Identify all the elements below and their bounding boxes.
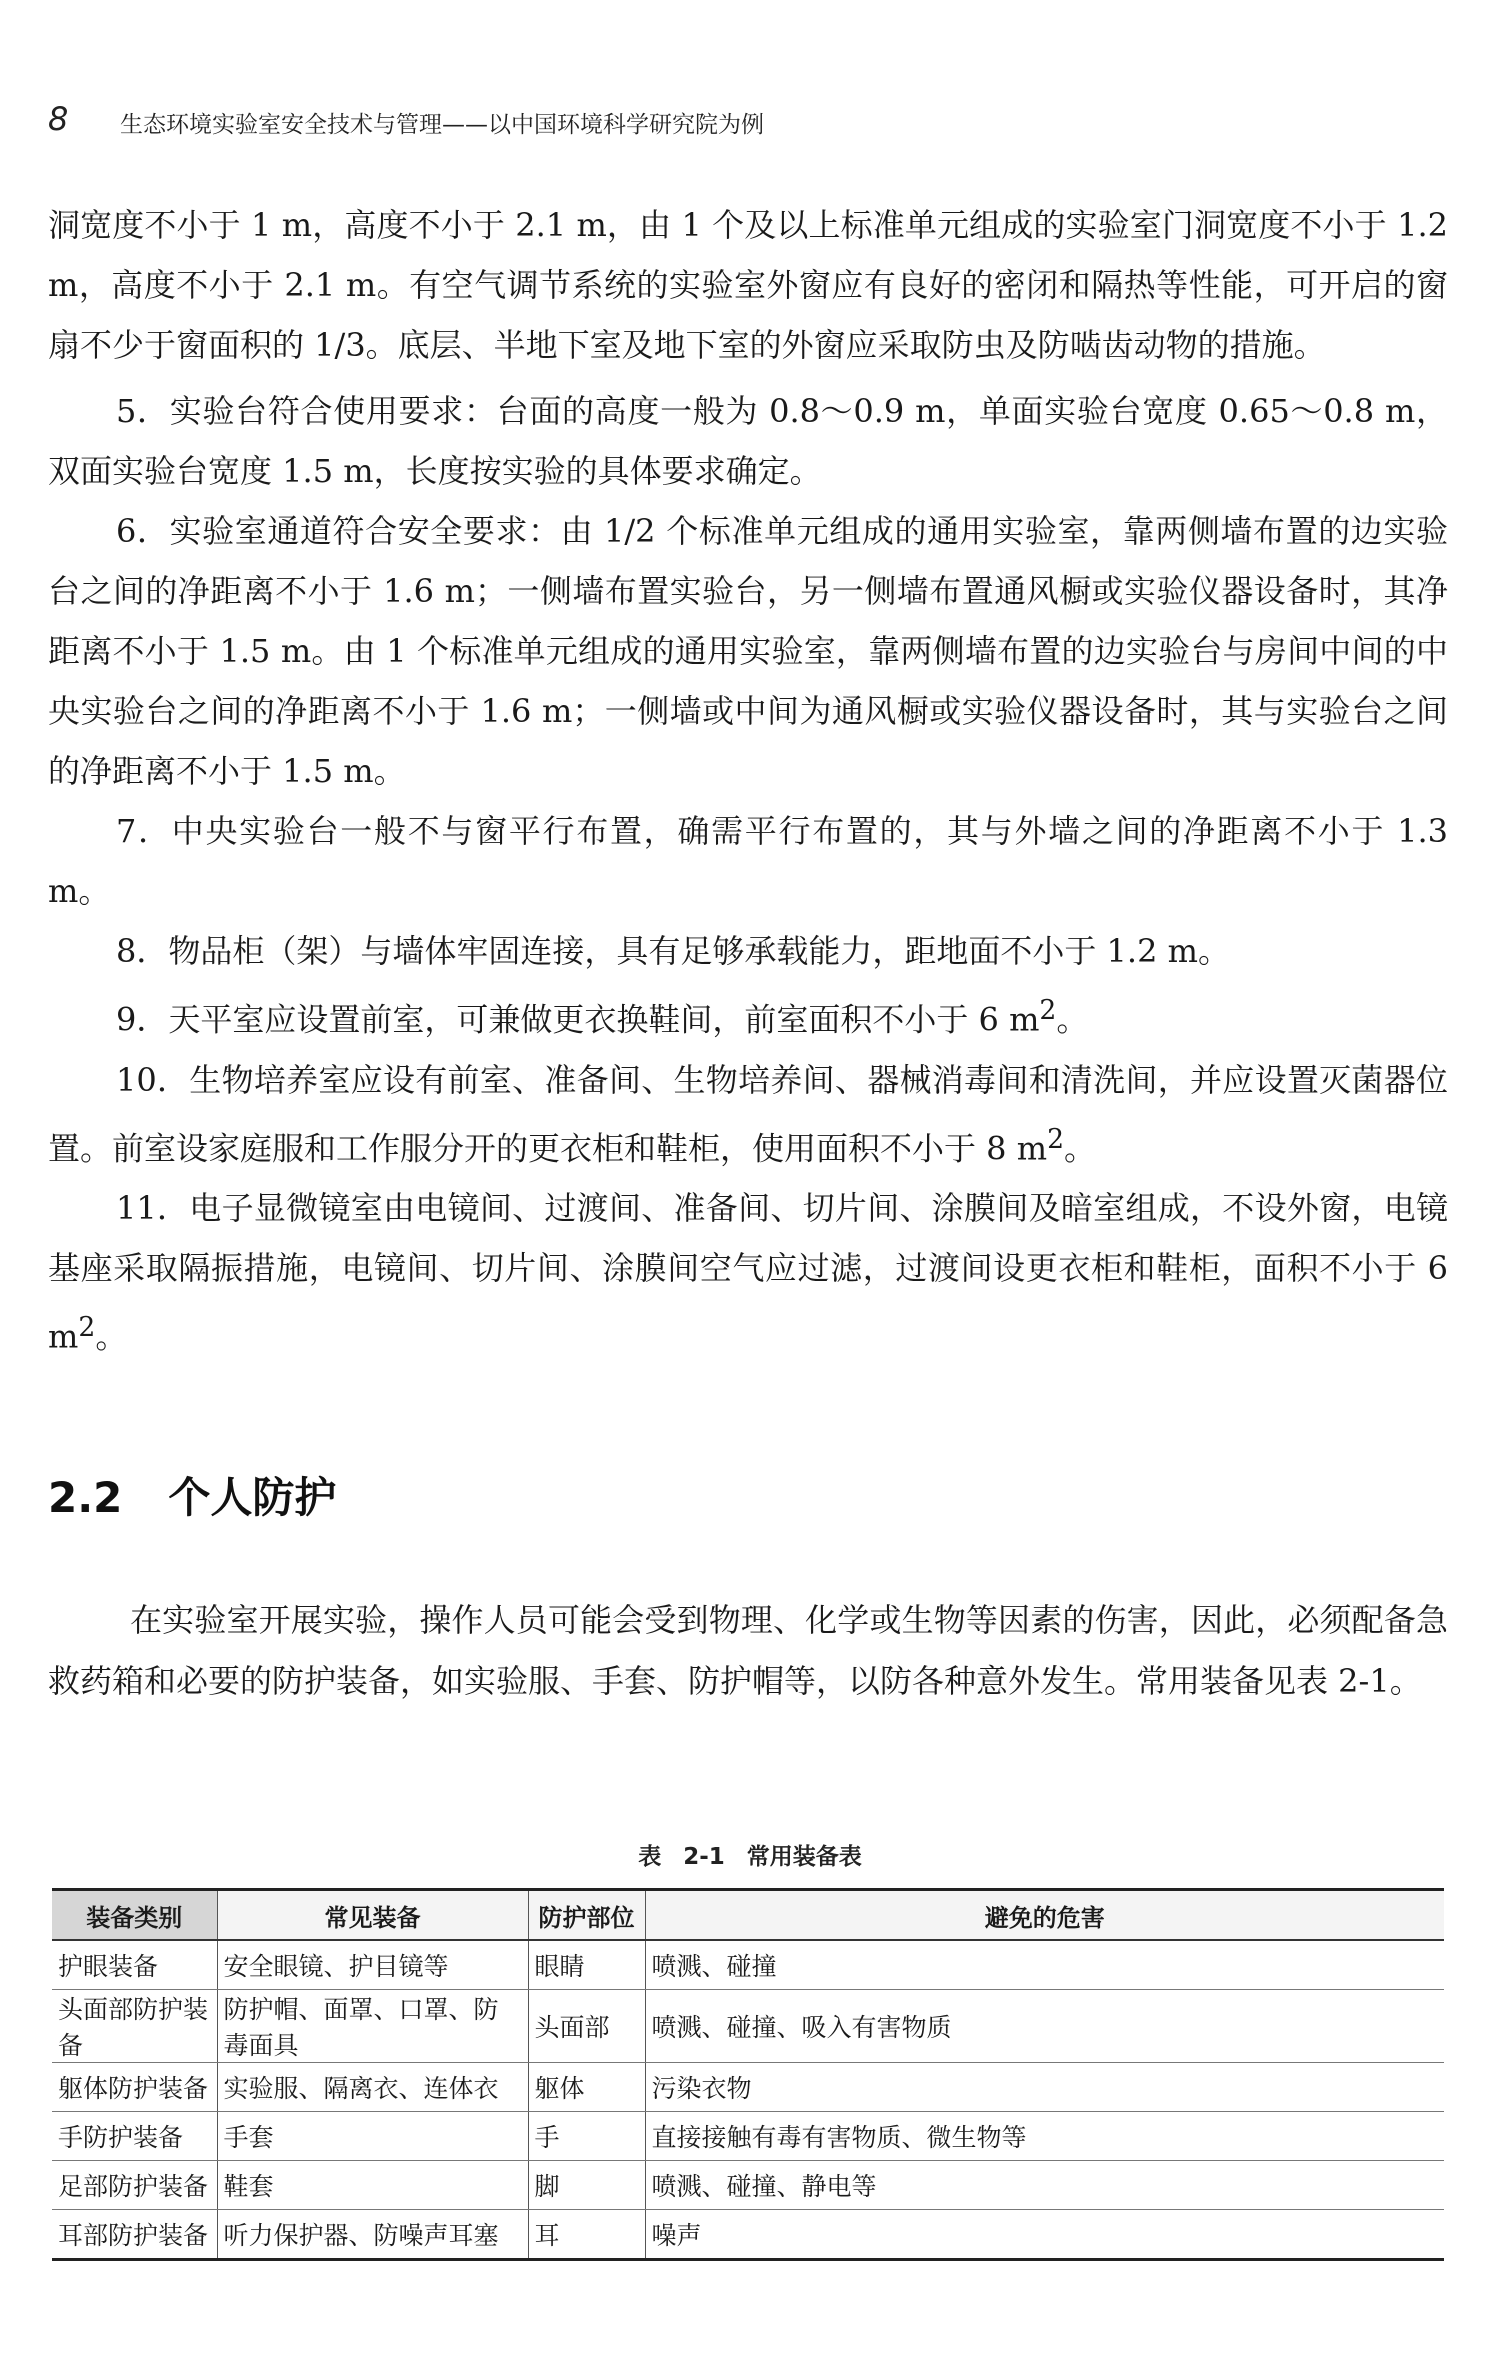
intro-paragraph: 在实验室开展实验，操作人员可能会受到物理、化学或生物等因素的伤害，因此，必须配备急救药箱和必要的防护装备，如实验服、手套、防护帽等，以防各种意外发生。常用装备见表 2-1。 xyxy=(48,1601,1448,1700)
section-intro xyxy=(48,1590,1448,1712)
list-item-8: 8．物品柜（架）与墙体牢固连接，具有足够承载能力，距地面不小于 1.2 m。 xyxy=(116,932,1230,970)
table-cell: 头面部防护装备 xyxy=(52,1990,217,2063)
table-cell: 护眼装备 xyxy=(52,1940,217,1990)
table-cell: 躯体 xyxy=(528,2063,645,2112)
header-hazards-avoided: 避免的危害 xyxy=(645,1890,1444,1941)
table-cell: 耳 xyxy=(528,2210,645,2260)
table-cell: 足部防护装备 xyxy=(52,2161,217,2210)
table-cell: 躯体防护装备 xyxy=(52,2063,217,2112)
list-item-10 xyxy=(48,1050,1448,1179)
header-equipment-category: 装备类别 xyxy=(52,1890,217,1941)
superscript: 2 xyxy=(78,1312,96,1344)
table-caption: 表 2-1 常用装备表 xyxy=(638,1844,862,1870)
section-title: 个人防护 xyxy=(168,1473,337,1522)
header-protected-part: 防护部位 xyxy=(528,1890,645,1941)
list-item-9 xyxy=(48,981,1448,1050)
table-row xyxy=(52,1940,1444,1990)
equipment-table xyxy=(52,1888,1444,2261)
paragraph-continued: 洞宽度不小于 1 m，高度不小于 2.1 m，由 1 个及以上标准单元组成的实验室门洞宽度不小于 1.2 m，高度不小于 2.1 m。有空气调节系统的实验室外窗应有良好的密闭和隔热等性能，可开启的窗扇不少于窗面积的 1/3。底层、半地下室及地下室的外窗应采取防虫及防啮齿动物的措施。 xyxy=(48,206,1448,364)
page-number: 8 xyxy=(48,100,69,138)
table-cell: 手防护装备 xyxy=(52,2112,217,2161)
table-row xyxy=(52,2210,1444,2260)
table-cell: 鞋套 xyxy=(217,2161,528,2210)
table-cell: 喷溅、碰撞、静电等 xyxy=(645,2161,1444,2210)
table-cell: 污染衣物 xyxy=(645,2063,1444,2112)
header-common-equipment: 常见装备 xyxy=(217,1890,528,1941)
table-cell: 直接接触有毒有害物质、微生物等 xyxy=(645,2112,1444,2161)
table-cell: 眼睛 xyxy=(528,1940,645,1990)
table-cell: 手套 xyxy=(217,2112,528,2161)
list-item-10-text: 10．生物培养室应设有前室、准备间、生物培养间、器械消毒间和清洗间，并应设置灭菌器位置。前室设家庭服和工作服分开的更衣柜和鞋柜，使用面积不小于 8 m xyxy=(48,1060,1448,1168)
table-row xyxy=(52,2161,1444,2210)
table-cell: 耳部防护装备 xyxy=(52,2210,217,2260)
list-item-11-end: 。 xyxy=(95,1317,128,1356)
section-heading xyxy=(48,1465,336,1525)
table-cell: 听力保护器、防噪声耳塞 xyxy=(217,2210,528,2260)
running-title: 生态环境实验室安全技术与管理——以中国环境科学研究院为例 xyxy=(120,112,764,138)
table-cell: 手 xyxy=(528,2112,645,2161)
table-row xyxy=(52,1990,1444,2063)
superscript: 2 xyxy=(1039,995,1057,1026)
superscript: 2 xyxy=(1047,1123,1065,1155)
list-item-5: 5．实验台符合使用要求：台面的高度一般为 0.8～0.9 m，单面实验台宽度 0.65～0.8 m，双面实验台宽度 1.5 m，长度按实验的具体要求确定。 xyxy=(48,392,1448,490)
list-item-9-end: 。 xyxy=(1056,1000,1089,1039)
running-header xyxy=(48,100,1428,146)
table-cell: 实验服、隔离衣、连体衣 xyxy=(217,2063,528,2112)
table-cell: 喷溅、碰撞 xyxy=(645,1940,1444,1990)
table-header-row xyxy=(52,1890,1444,1941)
list-item-11-text: 11．电子显微镜室由电镜间、过渡间、准备间、切片间、涂膜间及暗室组成，不设外窗，电镜基座采取隔振措施，电镜间、切片间、涂膜间空气应过滤，过渡间设更衣柜和鞋柜，面积不小于 6 m xyxy=(48,1189,1448,1356)
list-item-6: 6．实验室通道符合安全要求：由 1/2 个标准单元组成的通用实验室，靠两侧墙布置的边实验台之间的净距离不小于 1.6 m；一侧墙布置实验台，另一侧墙布置通风橱或实验仪器设备时，其净距离不小于 1.5 m。由 1 个标准单元组成的通用实验室，靠两侧墙布置的边实验台与房间中间的中央实验台之间的净距离不小于 1.6 m；一侧墙或中间为通风橱或实验仪器设备时，其与实验台之间的净距离不小于 1.5 m。 xyxy=(48,512,1448,790)
table-cell: 头面部 xyxy=(528,1990,645,2063)
table-row xyxy=(52,2112,1444,2161)
list-item-7: 7．中央实验台一般不与窗平行布置，确需平行布置的，其与外墙之间的净距离不小于 1.3 m。 xyxy=(48,812,1448,910)
section-number: 2.2 xyxy=(48,1473,123,1522)
list-item-11 xyxy=(48,1178,1448,1367)
table-row xyxy=(52,2063,1444,2112)
table-cell: 喷溅、碰撞、吸入有害物质 xyxy=(645,1990,1444,2063)
table-cell: 脚 xyxy=(528,2161,645,2210)
table-cell: 安全眼镜、护目镜等 xyxy=(217,1940,528,1990)
body-text xyxy=(48,195,1448,1367)
table-cell: 防护帽、面罩、口罩、防毒面具 xyxy=(217,1990,528,2063)
list-item-10-end: 。 xyxy=(1064,1129,1097,1168)
list-item-9-text: 9．天平室应设置前室，可兼做更衣换鞋间，前室面积不小于 6 m xyxy=(116,1000,1040,1039)
table-cell: 噪声 xyxy=(645,2210,1444,2260)
